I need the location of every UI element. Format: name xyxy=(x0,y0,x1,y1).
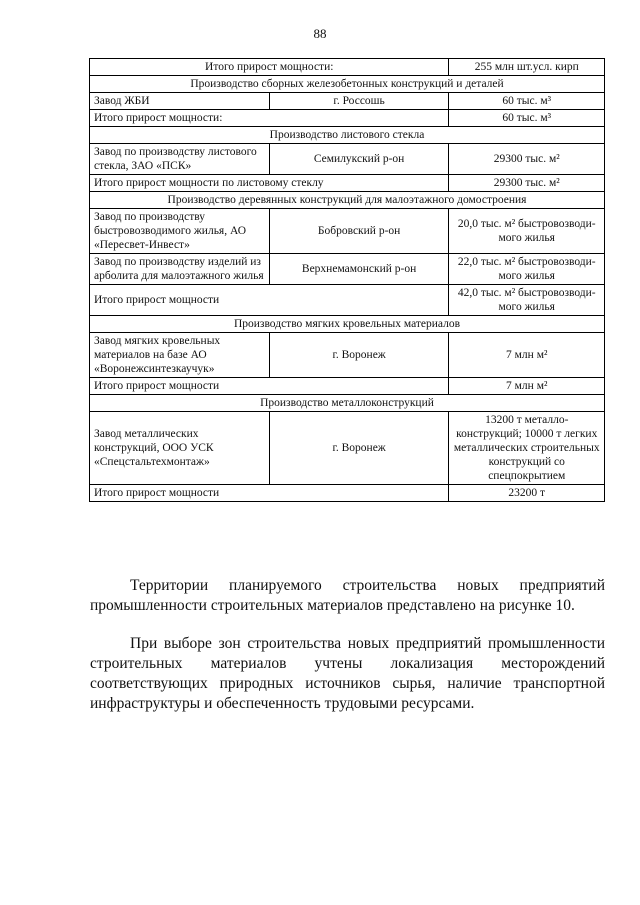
enterprise-name: Завод металлических конструкций, ООО УСК «Спецстальтехмонтаж» xyxy=(90,412,270,485)
total-label: Итого прирост мощности: xyxy=(90,110,449,127)
enterprise-capacity: 60 тыс. м³ xyxy=(449,93,605,110)
total-label: Итого прирост мощности: xyxy=(90,59,449,76)
enterprise-location: Семилукский р-он xyxy=(269,144,449,175)
total-label: Итого прирост мощности xyxy=(90,285,449,316)
table-row xyxy=(90,59,605,76)
table-row xyxy=(90,333,605,378)
table-row xyxy=(90,110,605,127)
section-title: Производство металлоконструкций xyxy=(90,395,605,412)
enterprise-name: Завод по производству быстровозводимого жилья, АО «Пересвет-Инвест» xyxy=(90,209,270,254)
table-row xyxy=(90,412,605,485)
capacity-table xyxy=(89,58,605,502)
total-value: 42,0 тыс. м² быстровозводи-мого жилья xyxy=(449,285,605,316)
section-title: Производство мягких кровельных материалов xyxy=(90,316,605,333)
table-row xyxy=(90,378,605,395)
enterprise-name: Завод по производству листового стекла, ЗАО «ПСК» xyxy=(90,144,270,175)
total-value: 60 тыс. м³ xyxy=(449,110,605,127)
section-header xyxy=(90,316,605,333)
table-row xyxy=(90,93,605,110)
enterprise-capacity: 22,0 тыс. м² быстровозводи-мого жилья xyxy=(449,254,605,285)
enterprise-location: Бобровский р-он xyxy=(269,209,449,254)
section-title: Производство листового стекла xyxy=(90,127,605,144)
enterprise-location: г. Воронеж xyxy=(269,333,449,378)
section-header xyxy=(90,76,605,93)
enterprise-location: Верхнемамонский р-он xyxy=(269,254,449,285)
enterprise-name: Завод мягких кровельных материалов на базе АО «Воронежсинтезкаучук» xyxy=(90,333,270,378)
section-header xyxy=(90,127,605,144)
total-value: 255 млн шт.усл. кирп xyxy=(449,59,605,76)
table-row xyxy=(90,285,605,316)
table-row xyxy=(90,254,605,285)
total-value: 7 млн м² xyxy=(449,378,605,395)
enterprise-location: г. Россошь xyxy=(269,93,449,110)
page-number: 88 xyxy=(313,26,327,41)
table-row xyxy=(90,175,605,192)
enterprise-location: г. Воронеж xyxy=(269,412,449,485)
table-row xyxy=(90,209,605,254)
enterprise-capacity: 13200 т металло-конструкций; 10000 т легких металлических строительных конструкций со спецпокрытием xyxy=(449,412,605,485)
total-value: 29300 тыс. м² xyxy=(449,175,605,192)
enterprise-name: Завод по производству изделий из арболита для малоэтажного жилья xyxy=(90,254,270,285)
total-label: Итого прирост мощности xyxy=(90,378,449,395)
section-title: Производство сборных железобетонных конструкций и деталей xyxy=(90,76,605,93)
total-value: 23200 т xyxy=(449,485,605,502)
enterprise-capacity: 29300 тыс. м² xyxy=(449,144,605,175)
enterprise-name: Завод ЖБИ xyxy=(90,93,270,110)
paragraph-text: Территории планируемого строительства новых предприятий промышленности строительных материалов представлено на рисунке 10. xyxy=(90,577,605,614)
enterprise-capacity: 7 млн м² xyxy=(449,333,605,378)
total-label: Итого прирост мощности xyxy=(90,485,449,502)
section-header xyxy=(90,395,605,412)
section-title: Производство деревянных конструкций для малоэтажного домостроения xyxy=(90,192,605,209)
total-label: Итого прирост мощности по листовому стеклу xyxy=(90,175,449,192)
enterprise-capacity: 20,0 тыс. м² быстровозводи-мого жилья xyxy=(449,209,605,254)
table-row xyxy=(90,485,605,502)
table-row xyxy=(90,144,605,175)
paragraph-text: При выборе зон строительства новых предприятий промышленности строительных материалов учтены локализация месторождений соответствующих природных источников сырья, наличие транспортной инфраструктуры и обеспеченность трудовыми ресурсами. xyxy=(90,635,605,712)
paragraph-figure-reference xyxy=(90,576,605,616)
section-header xyxy=(90,192,605,209)
paragraph-site-selection xyxy=(90,634,605,714)
